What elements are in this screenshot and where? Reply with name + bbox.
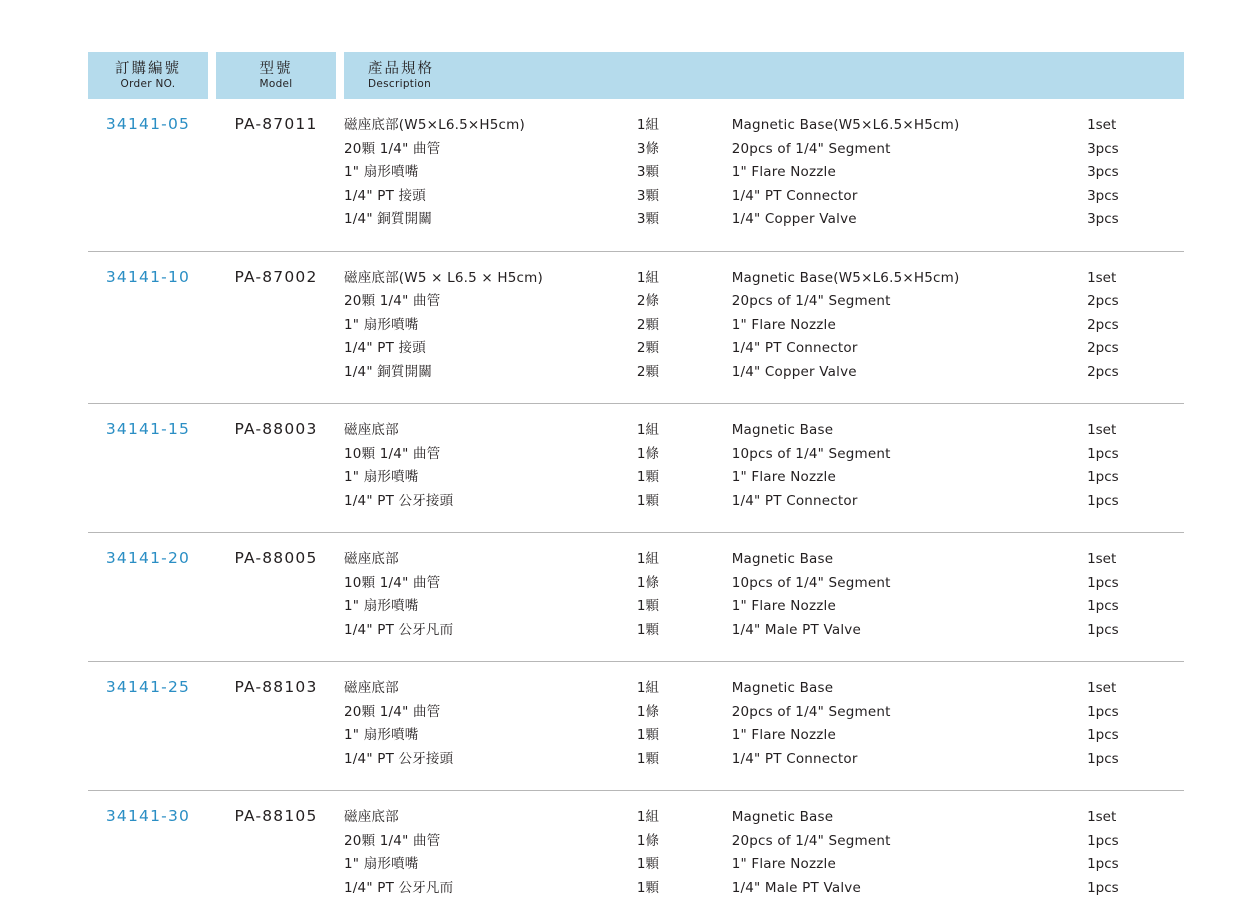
description-line <box>344 878 1184 902</box>
line-qty-cn: 1顆 <box>636 750 660 767</box>
description-line <box>344 549 1184 573</box>
cell-model: PA-88005 <box>216 533 336 662</box>
description-line <box>344 749 1184 773</box>
description-lines <box>344 549 1184 643</box>
description-line <box>344 831 1184 855</box>
cell-gap <box>336 251 344 404</box>
cell-description <box>344 404 1184 533</box>
description-lines <box>344 420 1184 514</box>
line-text-cn: 20顆 1/4" 曲管 <box>344 703 441 720</box>
line-text-en: 1" Flare Nozzle <box>731 727 837 744</box>
description-line <box>344 596 1184 620</box>
line-text-en: 1" Flare Nozzle <box>731 316 837 333</box>
line-qty-en: 1pcs <box>1087 832 1119 849</box>
table-row <box>88 251 1184 404</box>
cell-gap <box>336 791 344 919</box>
line-qty-en: 1pcs <box>1087 492 1119 509</box>
column-header-order-no-cn: 訂購編號 <box>115 60 181 77</box>
table-body <box>88 99 1184 919</box>
description-line <box>344 315 1184 339</box>
table-row <box>88 533 1184 662</box>
description-line <box>344 268 1184 292</box>
product-spec-table <box>88 52 1184 919</box>
line-qty-en: 3pcs <box>1087 140 1119 157</box>
line-qty-en: 1pcs <box>1087 445 1119 462</box>
line-text-cn: 1/4" PT 公牙接頭 <box>344 492 454 509</box>
line-text-cn: 20顆 1/4" 曲管 <box>344 293 441 310</box>
line-text-en: 20pcs of 1/4" Segment <box>731 293 891 310</box>
line-qty-cn: 1顆 <box>636 492 660 509</box>
line-qty-en: 1set <box>1087 422 1117 439</box>
line-qty-en: 2pcs <box>1087 316 1119 333</box>
description-line <box>344 702 1184 726</box>
column-header-description <box>344 52 1184 99</box>
description-line <box>344 115 1184 139</box>
line-qty-cn: 1顆 <box>636 879 660 896</box>
line-text-cn: 磁座底部 <box>344 422 399 439</box>
line-qty-cn: 1條 <box>636 703 660 720</box>
line-text-en: 1" Flare Nozzle <box>731 598 837 615</box>
line-text-cn: 磁座底部 <box>344 809 399 826</box>
line-qty-cn: 1顆 <box>636 598 660 615</box>
line-text-cn: 1/4" 銅質開關 <box>344 211 433 228</box>
cell-order-no: 34141-30 <box>105 807 191 826</box>
line-text-en: Magnetic Base <box>731 680 834 697</box>
line-qty-en: 1pcs <box>1087 621 1119 638</box>
line-text-en: 10pcs of 1/4" Segment <box>731 574 891 591</box>
line-text-en: 1/4" PT Connector <box>731 492 858 509</box>
cell-description <box>344 251 1184 404</box>
line-qty-cn: 3顆 <box>636 164 660 181</box>
cell-order-no: 34141-10 <box>88 251 208 404</box>
line-qty-en: 1pcs <box>1087 598 1119 615</box>
line-text-cn: 磁座底部 <box>344 551 399 568</box>
description-lines <box>344 807 1184 901</box>
line-text-en: 1/4" PT Connector <box>731 750 858 767</box>
line-qty-cn: 1條 <box>636 574 660 591</box>
line-text-cn: 1/4" PT 接頭 <box>344 340 426 357</box>
line-qty-en: 1pcs <box>1087 856 1119 873</box>
line-text-en: 1/4" Copper Valve <box>731 211 857 228</box>
description-line <box>344 420 1184 444</box>
description-line <box>344 186 1184 210</box>
line-qty-cn: 1組 <box>636 551 660 568</box>
description-line <box>344 291 1184 315</box>
line-text-cn: 1/4" 銅質開關 <box>344 363 433 380</box>
line-text-cn: 磁座底部(W5×L6.5×H5cm) <box>344 117 525 133</box>
header-gap-2 <box>336 52 344 99</box>
line-qty-en: 1set <box>1087 269 1117 286</box>
table-row <box>88 404 1184 533</box>
cell-order-no: 34141-20 <box>88 533 208 662</box>
cell-model: PA-87011 <box>216 99 336 251</box>
line-qty-cn: 2顆 <box>636 340 660 357</box>
description-line <box>344 854 1184 878</box>
line-text-en: 20pcs of 1/4" Segment <box>731 140 891 157</box>
column-header-order-no <box>88 52 208 99</box>
line-text-cn: 1" 扇形噴嘴 <box>344 469 419 486</box>
line-qty-cn: 1組 <box>636 422 660 439</box>
line-text-cn: 10顆 1/4" 曲管 <box>344 445 441 462</box>
column-header-description-en: Description <box>368 77 432 90</box>
line-qty-cn: 1顆 <box>636 727 660 744</box>
line-text-en: 1/4" Male PT Valve <box>731 879 861 896</box>
description-line <box>344 573 1184 597</box>
line-text-en: Magnetic Base(W5×L6.5×H5cm) <box>731 269 960 286</box>
cell-model: PA-87002 <box>216 251 336 404</box>
description-line <box>344 807 1184 831</box>
cell-gap <box>336 533 344 662</box>
line-qty-en: 1pcs <box>1087 727 1119 744</box>
line-text-en: 20pcs of 1/4" Segment <box>731 832 891 849</box>
line-text-cn: 1" 扇形噴嘴 <box>344 598 419 615</box>
line-qty-cn: 1組 <box>636 117 660 133</box>
line-text-en: 1/4" PT Connector <box>731 187 858 204</box>
cell-description <box>344 99 1184 251</box>
description-line <box>344 444 1184 468</box>
line-text-en: 10pcs of 1/4" Segment <box>731 445 891 462</box>
line-qty-cn: 1條 <box>636 832 660 849</box>
description-line <box>344 467 1184 491</box>
table-header <box>88 52 1184 99</box>
table-row <box>88 662 1184 791</box>
line-text-cn: 1" 扇形噴嘴 <box>344 856 419 873</box>
line-text-en: 1" Flare Nozzle <box>731 856 837 873</box>
line-qty-cn: 3條 <box>636 140 660 157</box>
description-lines <box>344 115 1184 233</box>
line-qty-cn: 1顆 <box>636 856 660 873</box>
line-qty-en: 3pcs <box>1087 164 1119 181</box>
column-header-order-no-en: Order NO. <box>120 77 176 90</box>
cell-gap <box>208 791 216 919</box>
line-text-en: Magnetic Base(W5×L6.5×H5cm) <box>731 117 960 133</box>
cell-description <box>344 662 1184 791</box>
description-line <box>344 725 1184 749</box>
description-lines <box>344 678 1184 772</box>
line-qty-en: 1pcs <box>1087 574 1119 591</box>
description-lines <box>344 268 1184 386</box>
line-text-cn: 磁座底部 <box>344 680 399 697</box>
line-qty-cn: 1顆 <box>636 621 660 638</box>
header-gap-1 <box>208 52 216 99</box>
line-text-en: 1/4" Copper Valve <box>731 363 857 380</box>
line-text-en: Magnetic Base <box>731 422 834 439</box>
cell-gap <box>336 662 344 791</box>
column-header-model <box>216 52 336 99</box>
line-text-cn: 1" 扇形噴嘴 <box>344 164 419 181</box>
description-line <box>344 338 1184 362</box>
line-text-en: 1/4" Male PT Valve <box>731 621 861 638</box>
line-qty-cn: 3顆 <box>636 187 660 204</box>
line-text-en: 20pcs of 1/4" Segment <box>731 703 891 720</box>
description-line <box>344 678 1184 702</box>
column-header-description-cn: 產品規格 <box>368 60 434 77</box>
line-qty-en: 1pcs <box>1087 750 1119 767</box>
cell-model: PA-88103 <box>216 662 336 791</box>
cell-order-no: 34141-15 <box>88 404 208 533</box>
cell-gap <box>208 251 216 404</box>
line-qty-en: 1set <box>1087 117 1117 133</box>
line-qty-en: 2pcs <box>1087 293 1119 310</box>
line-qty-en: 2pcs <box>1087 340 1119 357</box>
cell-gap <box>208 99 216 251</box>
line-text-en: Magnetic Base <box>731 551 834 568</box>
line-text-cn: 1" 扇形噴嘴 <box>344 727 419 744</box>
line-qty-cn: 1組 <box>636 680 660 697</box>
line-qty-cn: 1條 <box>636 445 660 462</box>
column-header-model-cn: 型號 <box>259 60 293 77</box>
cell-description <box>344 791 1184 919</box>
line-qty-cn: 1組 <box>636 269 660 286</box>
cell-gap <box>208 533 216 662</box>
line-qty-cn: 2顆 <box>636 316 660 333</box>
line-qty-en: 1pcs <box>1087 703 1119 720</box>
table-row <box>88 99 1184 251</box>
line-text-cn: 20顆 1/4" 曲管 <box>344 832 441 849</box>
cell-order-no: 34141-25 <box>88 662 208 791</box>
line-text-cn: 1/4" PT 接頭 <box>344 187 426 204</box>
cell-gap <box>336 99 344 251</box>
table-header-row <box>88 52 1184 99</box>
line-qty-cn: 2顆 <box>636 363 660 380</box>
line-qty-en: 1set <box>1087 809 1117 826</box>
line-qty-en: 1pcs <box>1087 879 1119 896</box>
line-qty-en: 3pcs <box>1087 211 1119 228</box>
line-text-cn: 1/4" PT 公牙接頭 <box>344 750 454 767</box>
line-qty-cn: 2條 <box>636 293 660 310</box>
cell-model: PA-88105 <box>234 807 318 826</box>
line-qty-cn: 1組 <box>636 809 660 826</box>
line-text-cn: 磁座底部(W5 × L6.5 × H5cm) <box>344 269 543 286</box>
line-qty-en: 1set <box>1087 680 1117 697</box>
column-header-model-en: Model <box>259 77 293 90</box>
line-text-cn: 1/4" PT 公牙凡而 <box>344 879 454 896</box>
description-line <box>344 620 1184 644</box>
line-qty-en: 2pcs <box>1087 363 1119 380</box>
description-line <box>344 139 1184 163</box>
line-qty-en: 1pcs <box>1087 469 1119 486</box>
line-qty-cn: 1顆 <box>636 469 660 486</box>
line-qty-en: 3pcs <box>1087 187 1119 204</box>
cell-model: PA-88003 <box>216 404 336 533</box>
line-text-en: 1" Flare Nozzle <box>731 164 837 181</box>
cell-gap <box>208 404 216 533</box>
cell-description <box>344 533 1184 662</box>
description-line <box>344 162 1184 186</box>
line-text-cn: 20顆 1/4" 曲管 <box>344 140 441 157</box>
cell-order-no: 34141-05 <box>88 99 208 251</box>
line-qty-en: 1set <box>1087 551 1117 568</box>
cell-gap <box>336 404 344 533</box>
description-line <box>344 209 1184 233</box>
description-line <box>344 362 1184 386</box>
line-text-cn: 1/4" PT 公牙凡而 <box>344 621 454 638</box>
table-row <box>88 791 1184 919</box>
description-line <box>344 491 1184 515</box>
line-text-en: Magnetic Base <box>731 809 834 826</box>
cell-gap <box>208 662 216 791</box>
line-text-en: 1" Flare Nozzle <box>731 469 837 486</box>
line-text-cn: 10顆 1/4" 曲管 <box>344 574 441 591</box>
line-text-cn: 1" 扇形噴嘴 <box>344 316 419 333</box>
line-text-en: 1/4" PT Connector <box>731 340 858 357</box>
line-qty-cn: 3顆 <box>636 211 660 228</box>
